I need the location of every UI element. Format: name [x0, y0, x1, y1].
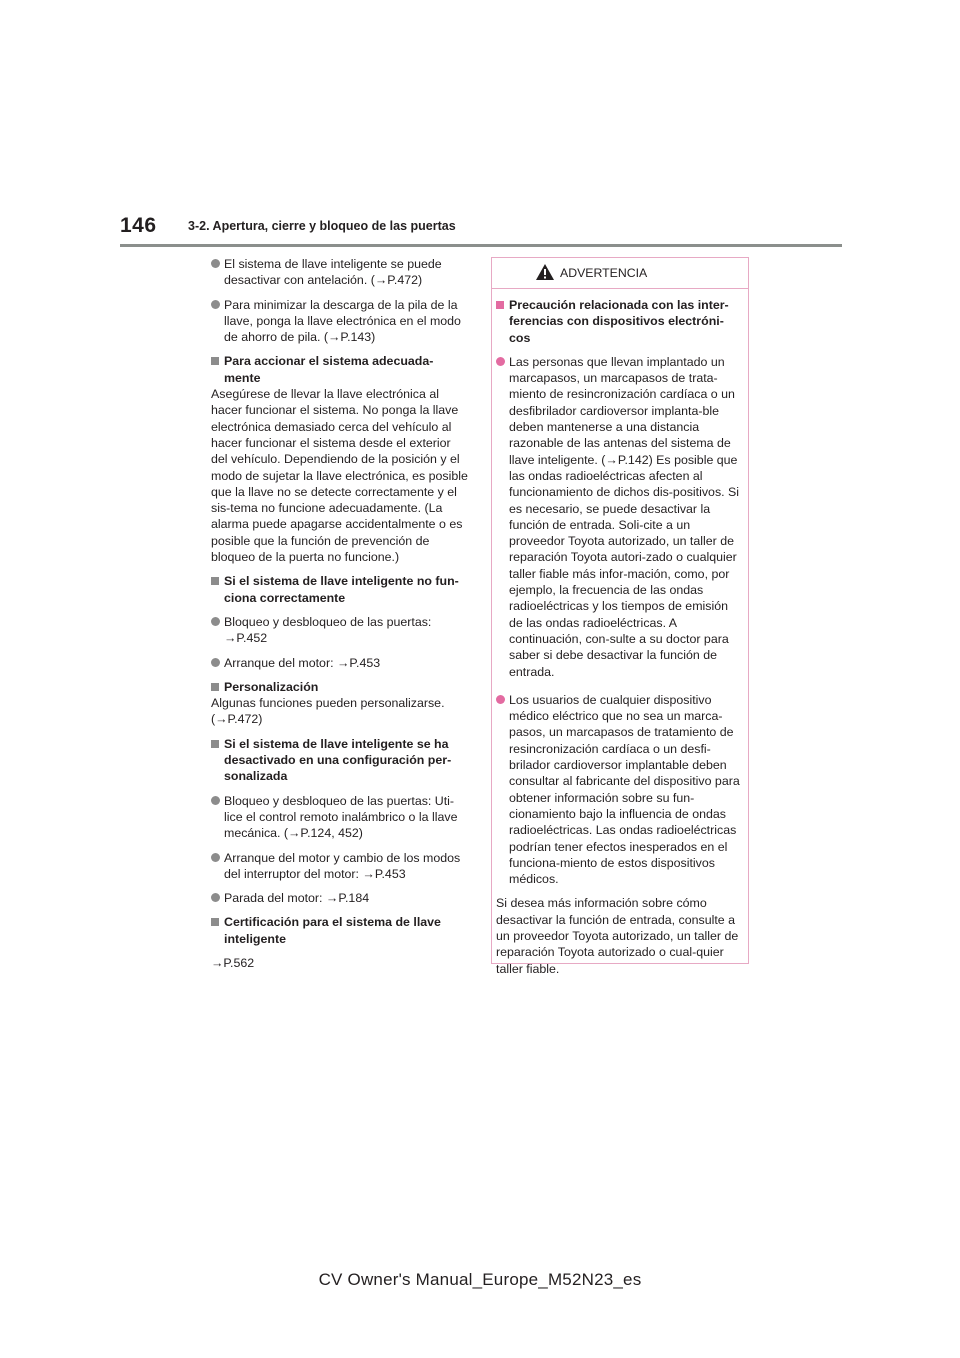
square-bullet-icon [211, 739, 219, 748]
warning-body [492, 289, 748, 977]
warning-heading: Precaución relacionada con las inter-ferencias con dispositivos electróni-cos [496, 297, 740, 346]
square-bullet-icon [211, 576, 219, 585]
paragraph: Algunas funciones pueden personalizarse. (→P.472) [211, 696, 445, 727]
header-rule [120, 244, 842, 247]
bullet-dot-icon [211, 259, 220, 268]
paragraph: Asegúrese de llevar la llave electrónica al hacer funcionar el sistema. No ponga la llave electrónica demasiado cerca del vehículo al hacer funcionar el sistema desde el exterior del vehículo. Dependiendo de la posición y el modo de sujetar la llave electrónica, es posible que la llave no se detecte correctamente y el sis-tema no funcione adecuadamente. (La alarma puede apagarse accidentalmente o es posible que la función de prevención de bloqueo de la puerta no funcione.) [211, 387, 468, 565]
bullet-dot-icon [496, 357, 505, 366]
list-item: Arranque del motor: →P.453 [211, 655, 468, 671]
page-number: 146 [120, 214, 157, 237]
warning-box [491, 257, 749, 976]
list-item: Bloqueo y desbloqueo de las puertas: Uti-lice el control remoto inalámbrico o la llave mecánica. (→P.124, 452) [211, 793, 468, 842]
bullet-dot-icon [211, 853, 220, 862]
section-heading: Si el sistema de llave inteligente no fun-ciona correctamente [211, 573, 468, 606]
square-bullet-icon [211, 356, 219, 365]
section-heading: Certificación para el sistema de llave inteligente [211, 914, 468, 947]
warning-triangle-icon [535, 263, 555, 286]
bullet-dot-icon [211, 796, 220, 805]
warning-header [492, 258, 748, 289]
warning-list-item: Los usuarios de cualquier dispositivo médico eléctrico que no sea un marca-pasos, un marcapasos de tratamiento de resincronización cardíaca o un desfi-brilador cardioversor implantable deben consultar al fabricante del dispositivo para obtener información sobre su fun-cionamiento bajo la influencia de ondas radioeléctricas. Las ondas radioeléctricas podrían tener efectos inesperados en el funciona-miento de estos dispositivos médicos. [496, 692, 740, 888]
left-column [211, 256, 468, 979]
list-item: Para minimizar la descarga de la pila de la llave, ponga la llave electrónica en el modo de ahorro de pila. (→P.143) [211, 297, 468, 346]
bullet-dot-icon [211, 893, 220, 902]
bullet-dot-icon [496, 695, 505, 704]
section-heading: Personalización [211, 679, 468, 695]
list-item: Arranque del motor y cambio de los modos del interruptor del motor: →P.453 [211, 850, 468, 883]
bullet-dot-icon [211, 617, 220, 626]
section-title: 3-2. Apertura, cierre y bloqueo de las puertas [188, 219, 456, 233]
cross-reference: →P.562 [211, 955, 255, 970]
list-item: El sistema de llave inteligente se puede desactivar con antelación. (→P.472) [211, 256, 468, 289]
warning-title: ADVERTENCIA [560, 266, 648, 280]
warning-list-item: Las personas que llevan implantado un marcapasos, un marcapasos de trata-miento de resincronización cardíaca o un desfibrilador cardioversor implanta-ble deben mantenerse a una distancia razonable de las antenas del sistema de llave inteligente. (→P.142) Es posible que las ondas radioeléctricas afecten al funcionamiento de dichos dis-positivos. Si es necesario, se puede desactivar la función de entrada. Soli-cite a un proveedor Toyota autorizado, un taller de reparación Toyota autori-zado o cualquier taller fiable más infor-mación, como, por ejemplo, la frecuencia de las ondas radioeléctricas y los tiempos de emisión de las ondas radioeléctricas. A continuación, con-sulte a su doctor para saber si debe desactivar la función de entrada. [496, 354, 740, 680]
bullet-dot-icon [211, 658, 220, 667]
list-item: Parada del motor: →P.184 [211, 890, 468, 906]
square-bullet-icon [496, 300, 504, 309]
square-bullet-icon [211, 682, 219, 691]
square-bullet-icon [211, 917, 219, 926]
footer-text: CV Owner's Manual_Europe_M52N23_es [318, 1270, 642, 1289]
section-heading: Para accionar el sistema adecuada-mente [211, 353, 468, 386]
bullet-dot-icon [211, 300, 220, 309]
section-heading: Si el sistema de llave inteligente se ha desactivado en una configuración per-sonalizada [211, 736, 468, 785]
warning-closing: Si desea más información sobre cómo desactivar la función de entrada, consulte a un proveedor Toyota autorizado, un taller de reparación Toyota autorizado o cual-quier taller fiable. [496, 896, 739, 976]
list-item: Bloqueo y desbloqueo de las puertas: →P.452 [211, 614, 468, 647]
